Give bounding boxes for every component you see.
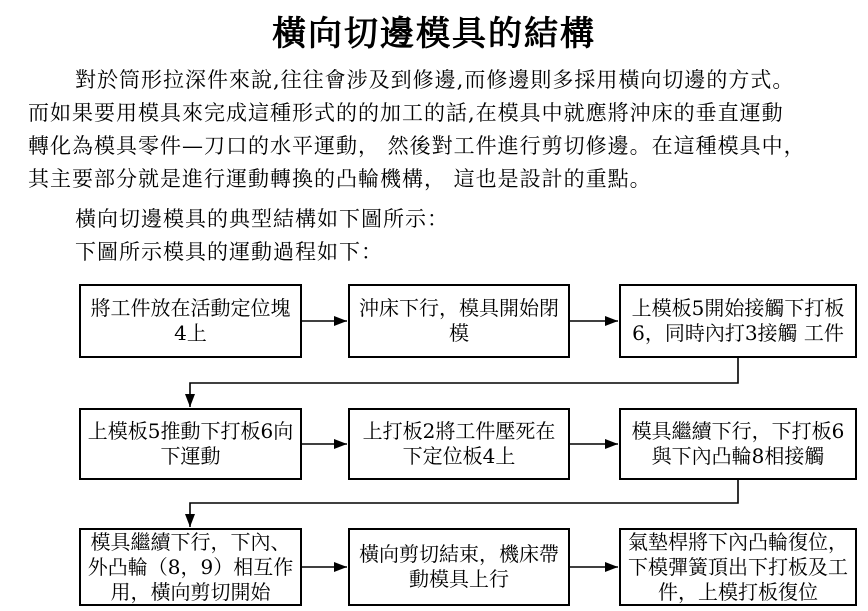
flow-box-step1 <box>79 284 302 358</box>
flow-box-step7 <box>79 528 302 606</box>
flow-box-label: 模具繼續下行，下內、外凸輪（8，9）相互作用，橫向剪切開始 <box>87 529 294 604</box>
flow-box-label: 氣墊桿將下內凸輪復位，下模彈簧頂出下打板及工件，上模打板復位 <box>628 529 848 604</box>
flow-box-step3 <box>619 284 857 358</box>
arrow-box3-box4 <box>190 358 738 407</box>
flow-box-step6 <box>619 408 857 480</box>
page-title: 橫向切邊模具的結構 <box>272 14 596 54</box>
flow-box-label: 上模板5開始接觸下打板6，同時內打3接觸 工件 <box>631 296 845 345</box>
flow-box-step9 <box>619 528 857 606</box>
flow-box-label: 橫向剪切結束，機床帶動模具上行 <box>359 542 559 591</box>
body-line: 轉化為模具零件—刀口的水平運動， 然後對工件進行剪切修邊。在這種模具中， <box>28 134 806 158</box>
body-line: 下圖所示模具的運動過程如下： <box>75 240 383 264</box>
flow-box-label: 沖床下行，模具開始閉模 <box>359 296 559 345</box>
flow-box-label: 上打板2將工件壓死在下定位板4上 <box>362 419 556 468</box>
flow-box-step2 <box>348 284 570 358</box>
body-line: 其主要部分就是進行運動轉換的凸輪機構， 這也是設計的重點。 <box>28 167 652 191</box>
body-line: 而如果要用模具來完成這種形式的的加工的話,在模具中就應將沖床的垂直運動 <box>28 101 784 125</box>
body-line: 橫向切邊模具的典型結構如下圖所示： <box>75 207 449 231</box>
flow-box-step5 <box>348 408 570 480</box>
flow-box-label: 將工件放在活動定位塊4上 <box>90 296 291 345</box>
flow-box-step4 <box>79 408 302 480</box>
flow-box-label: 模具繼續下行，下打板6與下內凸輪8相接觸 <box>631 419 845 468</box>
body-line: 對於筒形拉深件來說,往往會涉及到修邊,而修邊則多採用橫向切邊的方式。 <box>75 68 795 92</box>
flow-box-label: 上模板5推動下打板6向下運動 <box>87 419 294 468</box>
flow-box-step8 <box>348 528 570 606</box>
arrow-box6-box7 <box>190 480 738 527</box>
